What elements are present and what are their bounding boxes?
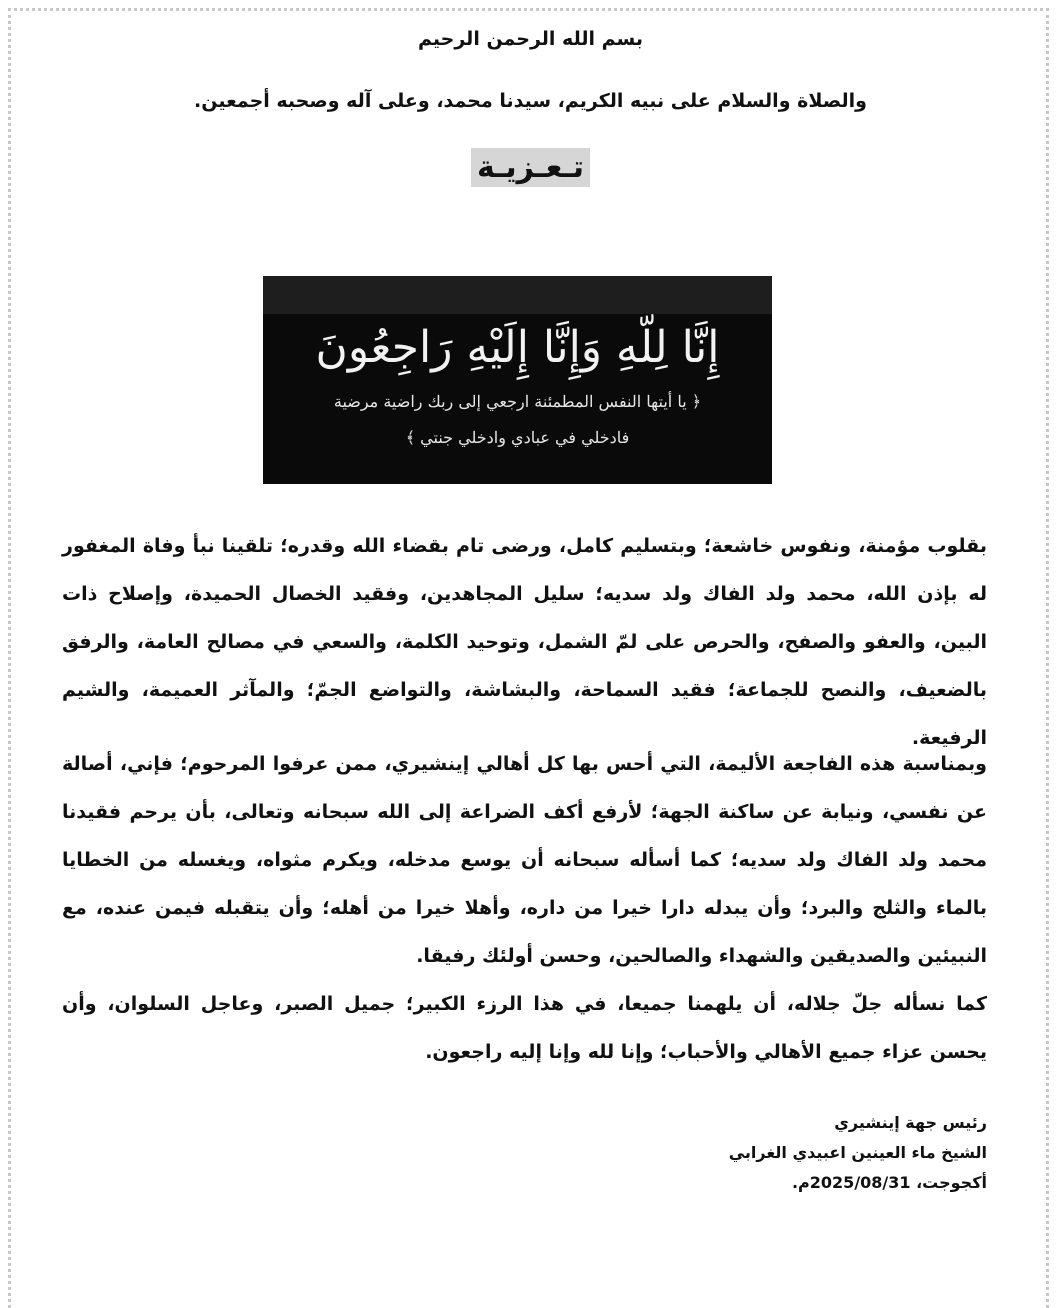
signature-name: الشيخ ماء العينين اعبيدي الغرابي bbox=[728, 1143, 987, 1162]
banner-subtitle-line-1: ﴿ يا أيتها النفس المطمئنة ارجعي إلى ربك راضية مرضية bbox=[333, 392, 702, 411]
banner-verse: إِنَّا لِلَّهِ وَإِنَّا إِلَيْهِ رَاجِعُونَ bbox=[315, 322, 720, 373]
signature-position: رئيس جهة إينشيري bbox=[834, 1113, 987, 1132]
page-title: تـعـزيـة bbox=[471, 148, 590, 187]
paragraph-3: كما نسأله جلّ جلاله، أن يلهمنا جميعا، في هذا الرزء الكبير؛ جميل الصبر، وعاجل السلوان، وأن يحسن عزاء جميع الأهالي والأحباب؛ وإنا لله وإنا إليه راجعون. bbox=[62, 993, 987, 1063]
banner-subtitle-line-2: فادخلي في عبادي وادخلي جنتي ﴾ bbox=[405, 428, 630, 447]
salat-line: والصلاة والسلام على نبيه الكريم، سيدنا محمد، وعلى آله وصحبه أجمعين. bbox=[194, 90, 867, 112]
paragraph-2: وبمناسبة هذه الفاجعة الأليمة، التي أحس بها كل أهالي إينشيري، ممن عرفوا المرحوم؛ فإني، أصالة عن نفسي، ونيابة عن ساكنة الجهة؛ لأرفع أكف الضراعة إلى الله سبحانه وتعالى، بأن يرحم فقيدنا محمد ولد الفاك ولد سديه؛ كما أسأله سبحانه أن يوسع مدخله، ويكرم مثواه، ويغسله من الخطايا بالماء والثلج والبرد؛ وأن يبدله دارا خيرا من داره، وأهلا خيرا من أهله؛ وأن يتقبله فيمن عنده، مع النبيئين والصديقين والشهداء والصالحين، وحسن أولئك رفيقا. bbox=[62, 753, 987, 967]
basmala: بسم الله الرحمن الرحيم bbox=[418, 28, 643, 50]
signature-place-date: أكجوجت، 2025/08/31م. bbox=[791, 1173, 987, 1192]
paragraph-1: بقلوب مؤمنة، ونفوس خاشعة؛ وبتسليم كامل، ورضى تام بقضاء الله وقدره؛ تلقينا نبأ وفاة المغفور له بإذن الله، محمد ولد الفاك ولد سديه؛ سليل المجاهدين، وفقيد الخصال الحميدة، وإصلاح ذات البين، والعفو والصفح، والحرص على لمّ الشمل، وتوحيد الكلمة، والسعي في مصالح العامة، والرفق بالضعيف، والنصح للجماعة؛ فقيد السماحة، والبشاشة، والتواضع الجمّ؛ والمآثر العميمة، والشيم الرفيعة. bbox=[62, 535, 987, 749]
title-wrapper bbox=[0, 148, 1061, 187]
condolence-banner-image bbox=[263, 276, 772, 484]
signature-block bbox=[729, 1108, 987, 1198]
